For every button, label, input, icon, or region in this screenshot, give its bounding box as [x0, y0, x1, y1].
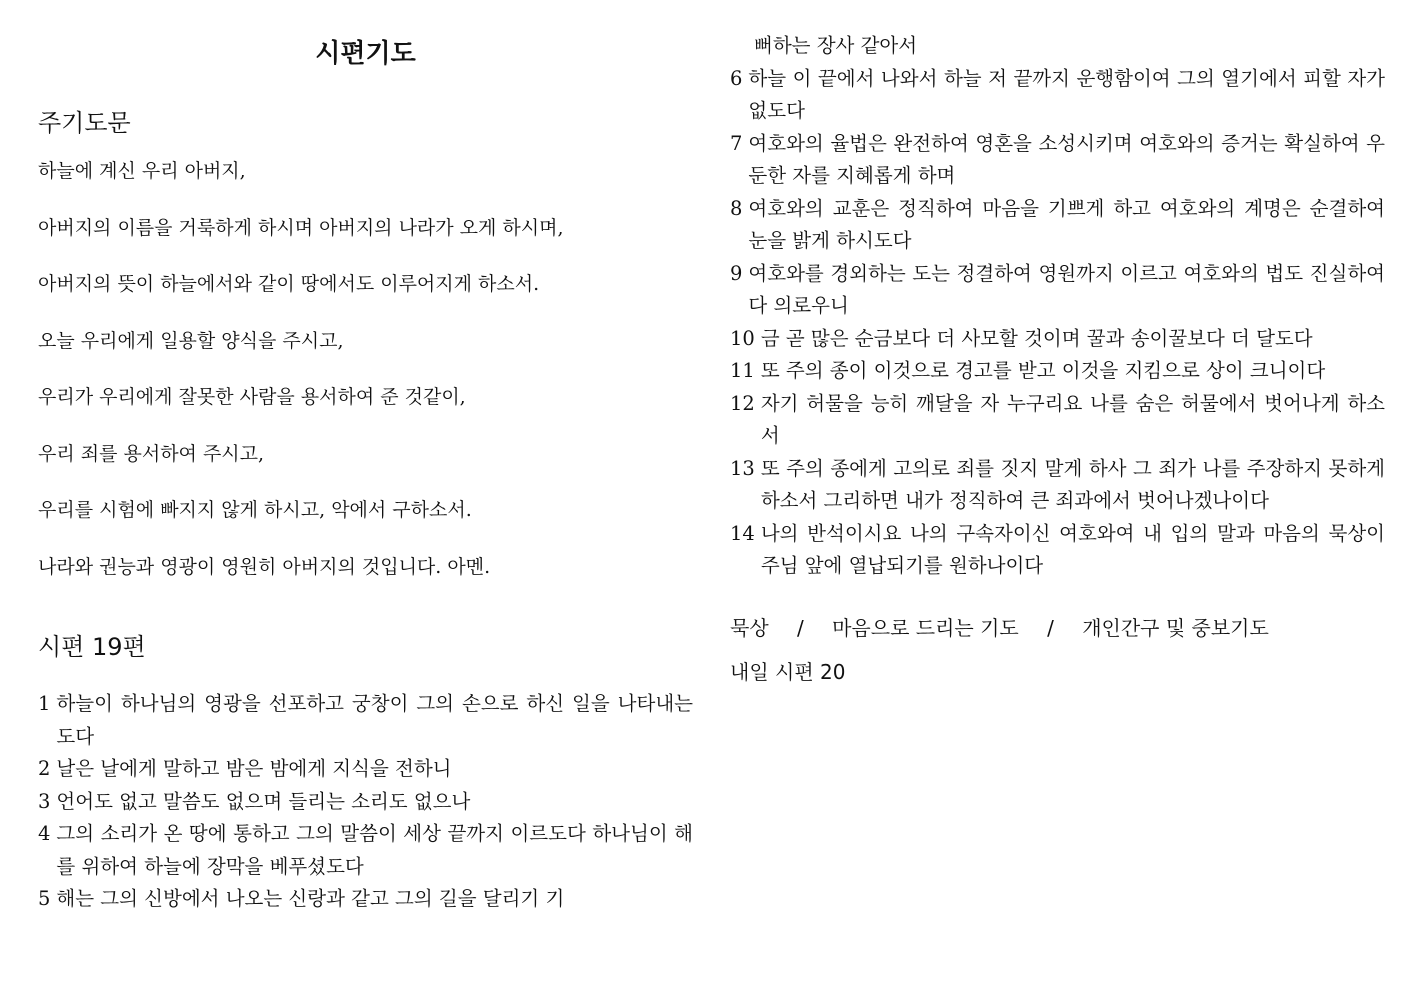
prayer-line: 하늘에 계신 우리 아버지, — [38, 160, 246, 182]
verse-number: 1 — [38, 692, 51, 715]
verse-text: 자기 허물을 능히 깨달을 자 누구리요 나를 숨은 허물에서 벗어나게 하소서 — [760, 391, 1385, 447]
verse-5-continuation: 뻐하는 장사 같아서 — [754, 34, 918, 57]
right-column — [730, 30, 1385, 689]
verse-number: 5 — [38, 887, 51, 910]
lords-prayer-text — [38, 156, 693, 608]
verse-7 — [730, 128, 1385, 193]
verse-text: 하늘이 하나님의 영광을 선포하고 궁창이 그의 손으로 하신 일을 나타내는도다 — [56, 692, 693, 748]
prayer-line: 우리 죄를 용서하여 주시고, — [38, 442, 265, 465]
psalm-verses-left — [38, 688, 693, 916]
verse-10 — [730, 323, 1385, 356]
verse-number: 11 — [730, 359, 755, 382]
heart-prayer-label: 마음으로 드리는 기도 — [832, 615, 1019, 640]
psalm-heading: 시편 19편 — [38, 633, 146, 661]
meditation-label: 묵상 — [730, 615, 769, 640]
verse-1 — [38, 688, 693, 753]
lords-prayer-heading: 주기도문 — [38, 109, 131, 137]
verse-text: 하늘 이 끝에서 나와서 하늘 저 끝까지 운행함이여 그의 열기에서 피할 자가 없도다 — [748, 66, 1385, 122]
verse-number: 6 — [730, 66, 743, 90]
prayer-line: 아버지의 이름을 거룩하게 하시며 아버지의 나라가 오게 하시며, — [38, 216, 564, 239]
verse-number: 13 — [730, 456, 755, 480]
intercession-label: 개인간구 및 중보기도 — [1082, 615, 1269, 640]
left-column — [38, 30, 693, 916]
prayer-line: 우리를 시험에 빠지지 않게 하시고, 악에서 구하소서. — [38, 499, 472, 521]
verse-5 — [38, 883, 693, 916]
verse-text: 나의 반석이시요 나의 구속자이신 여호와여 내 입의 말과 마음의 묵상이 주님 앞에 열납되기를 원하나이다 — [760, 521, 1385, 577]
prayer-line: 아버지의 뜻이 하늘에서와 같이 땅에서도 이루어지게 하소서. — [38, 273, 540, 295]
verse-12 — [730, 388, 1385, 453]
verse-text: 언어도 없고 말씀도 없으며 들리는 소리도 없으나 — [56, 789, 471, 813]
verse-number: 2 — [38, 757, 51, 780]
verse-number: 4 — [38, 822, 51, 845]
verse-number: 9 — [730, 261, 743, 285]
separator: / — [797, 615, 804, 640]
verse-text: 또 주의 종에게 고의로 죄를 짓지 말게 하사 그 죄가 나를 주장하지 못하게 하소서 그리하면 내가 정직하여 큰 죄과에서 벗어나겠나이다 — [760, 456, 1385, 512]
prayer-line: 오늘 우리에게 일용할 양식을 주시고, — [38, 329, 344, 352]
verse-13 — [730, 453, 1385, 518]
prayer-line: 우리가 우리에게 잘못한 사람을 용서하여 준 것같이, — [38, 386, 466, 408]
verse-text: 해는 그의 신방에서 나오는 신랑과 같고 그의 길을 달리기 기 — [56, 887, 565, 910]
verse-text: 그의 소리가 온 땅에 통하고 그의 말씀이 세상 끝까지 이르도다 하나님이 해를 위하여 하늘에 장막을 베푸셨도다 — [56, 822, 693, 878]
verse-text: 금 곧 많은 순금보다 더 사모할 것이며 꿀과 송이꿀보다 더 달도다 — [760, 326, 1313, 350]
verse-number: 10 — [730, 326, 755, 350]
verse-text: 여호와의 율법은 완전하여 영혼을 소성시키며 여호와의 증거는 확실하여 우둔한 자를 지혜롭게 하며 — [748, 131, 1385, 187]
verse-14 — [730, 518, 1385, 583]
verse-number: 14 — [730, 521, 755, 545]
verse-4 — [38, 818, 693, 883]
verse-text: 또 주의 종이 이것으로 경고를 받고 이것을 지킴으로 상이 크니이다 — [760, 359, 1326, 382]
verse-text: 날은 날에게 말하고 밤은 밤에게 지식을 전하니 — [56, 757, 452, 780]
verse-number: 12 — [730, 391, 755, 415]
prayer-line: 나라와 권능과 영광이 영원히 아버지의 것입니다. 아멘. — [38, 555, 491, 578]
tomorrow-psalm: 내일 시편 20 — [730, 659, 846, 684]
verse-number: 7 — [730, 131, 743, 155]
verse-6 — [730, 63, 1385, 128]
verse-8 — [730, 193, 1385, 258]
verse-text: 여호와의 교훈은 정직하여 마음을 기쁘게 하고 여호와의 계명은 순결하여 눈을 밝게 하시도다 — [748, 196, 1385, 252]
verse-number: 8 — [730, 196, 743, 220]
verse-3 — [38, 786, 693, 819]
verse-11 — [730, 355, 1385, 388]
page-title: 시편기도 — [315, 39, 416, 69]
verse-9 — [730, 258, 1385, 323]
verse-text: 여호와를 경외하는 도는 정결하여 영원까지 이르고 여호와의 법도 진실하여 다 의로우니 — [748, 261, 1385, 317]
verse-2 — [38, 753, 693, 786]
prayer-guide-row — [730, 611, 1385, 645]
verse-number: 3 — [38, 789, 51, 813]
separator: / — [1047, 615, 1054, 640]
